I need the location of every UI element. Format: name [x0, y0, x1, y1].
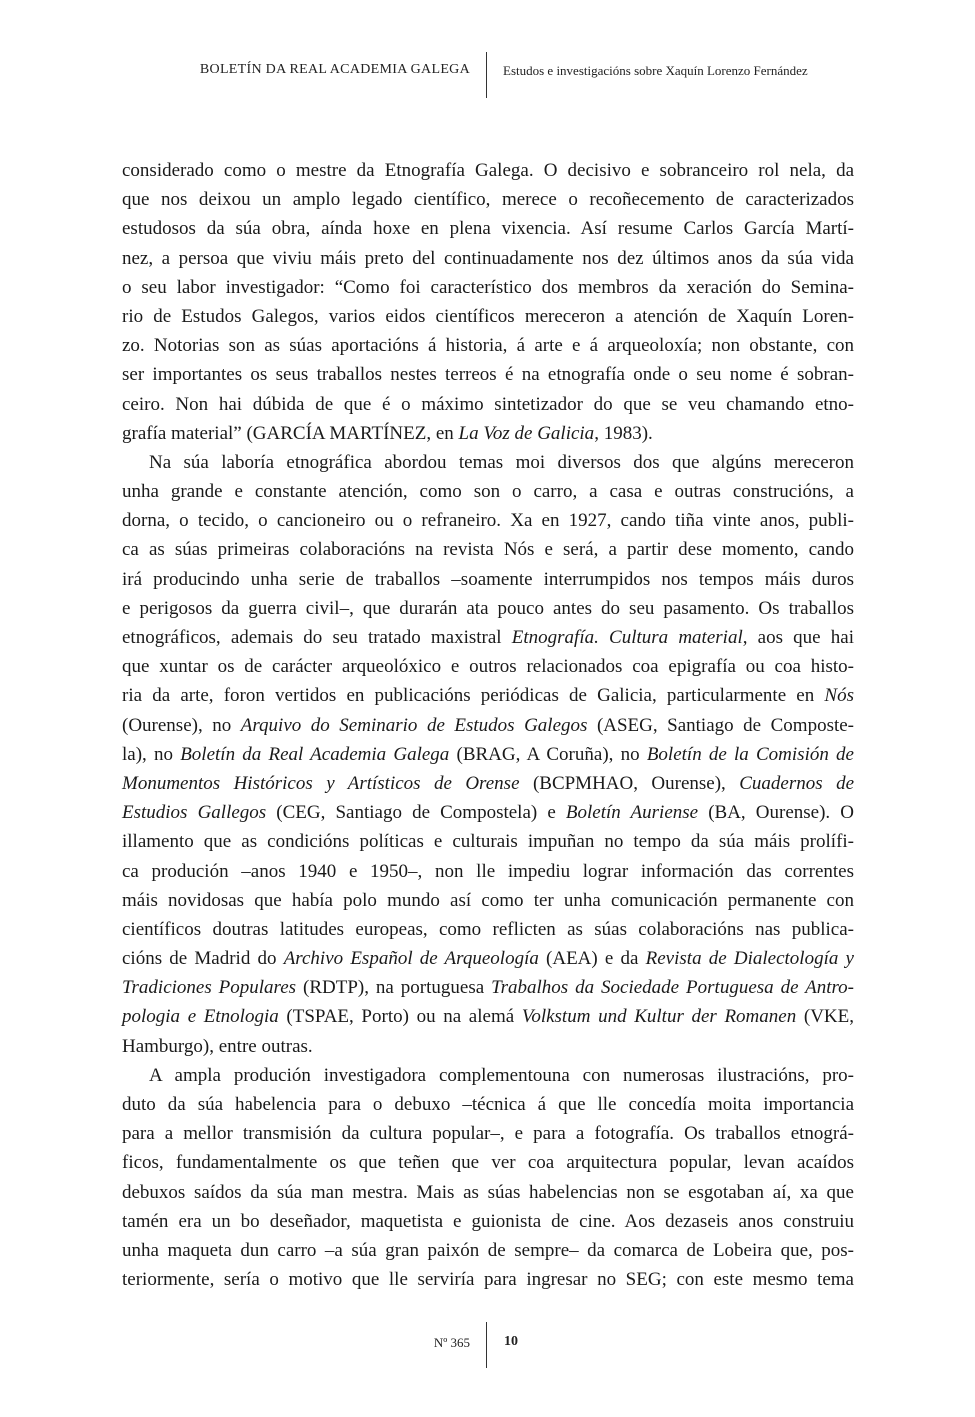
issue-number: Nº 365	[433, 1335, 470, 1350]
text-run: (ASEG, Santiago de Composte-	[587, 714, 855, 736]
text-line: teriormente, sería o motivo que lle serviría para ingresar no SEG; con este mesmo tema	[122, 1269, 854, 1291]
text-run: , 1983).	[594, 422, 653, 444]
paragraph-1	[122, 156, 854, 448]
text-line	[122, 1002, 854, 1031]
paragraph-2	[122, 448, 854, 1061]
text-line	[122, 944, 854, 973]
text-run: (BA, Ourense). O	[698, 802, 854, 824]
publication-title: Archivo Español de Arqueología	[283, 948, 539, 970]
publication-title: Estudios Gallegos	[122, 802, 267, 824]
publication-title: Trabalhos da Sociedade Portuguesa de Antro-	[491, 977, 854, 999]
text-run: cións de Madrid do	[122, 948, 284, 970]
text-line	[122, 419, 854, 448]
text-line: para a mellor transmisión da cultura popular–, e para a fotografía. Os traballos etnográ-	[122, 1123, 854, 1145]
text-line: nez, a persoa que viviu máis preto del continuadamente nos dez últimos anos da súa vida	[122, 247, 854, 269]
text-run: (Ourense), no	[122, 714, 241, 736]
text-line: zo. Notorias son as súas aportacións á historia, á arte e á arqueoloxía; non obstante, con	[122, 335, 854, 357]
text-line: duto da súa habelencia para o debuxo –técnica á que lle concedía moita importancia	[122, 1094, 854, 1115]
publication-title: Arquivo do Seminario de Estudos Galegos	[240, 714, 588, 736]
text-run: (RDTP), na portuguesa	[296, 977, 492, 999]
footer-divider	[486, 1322, 487, 1368]
text-line	[122, 973, 854, 1002]
text-run: (BCPMHAO, Ourense),	[519, 772, 740, 794]
text-line	[122, 623, 854, 652]
text-line: unha grande e constante atención, como son o carro, a casa e outras construcións, a	[122, 481, 854, 503]
publication-title: Boletín Auriense	[565, 802, 699, 824]
text-line: irá producindo unha serie de traballos –soamente interrumpidos nos tempos máis duros	[122, 568, 854, 590]
text-line: considerado como o mestre da Etnografía Galega. O decisivo e sobranceiro rol nela, da	[122, 160, 854, 181]
text-line: illamento que as condicións políticas e culturais impuñan no tempo da súa máis prolífi-	[122, 831, 854, 853]
text-line: ficos, fundamentalmente os que teñen que ver coa arquitectura popular, levan acaídos	[122, 1152, 854, 1174]
publication-title: Cuadernos de	[739, 772, 855, 794]
text-run: (BRAG, A Coruña), no	[449, 743, 647, 765]
text-line: rio de Estudos Galegos, varios eidos científicos mereceron a atención de Xaquín Loren-	[122, 305, 854, 327]
text-run: (CEG, Santiago de Compostela) e	[266, 802, 566, 824]
text-run: grafía material” (GARCÍA MARTÍNEZ, en	[122, 422, 459, 444]
text-line	[122, 740, 854, 769]
header-divider	[486, 52, 487, 98]
text-run: la), no	[122, 743, 181, 765]
text-run: ria da arte, foron vertidos en publicacións periódicas de Galicia, particularmente en	[122, 685, 825, 707]
publication-title: Nós	[824, 685, 854, 707]
text-line: ser importantes os seus traballos nestes terreos é na etnografía onde o seu nome é sobran-	[122, 364, 854, 386]
text-line	[122, 681, 854, 710]
text-line	[122, 711, 854, 740]
text-line: debuxos saídos da súa man mestra. Mais as súas habelencias non se esgotaban aí, xa que	[122, 1181, 854, 1203]
text-line: estudosos da súa obra, aínda hoxe en plena vixencia. Así resume Carlos García Martí-	[122, 218, 854, 240]
text-line: máis novidosas que había polo mundo así como ter unha comunicación permanente con	[122, 889, 854, 911]
publication-title: Boletín de la Comisión de	[646, 743, 854, 765]
paragraph-3	[122, 1061, 854, 1295]
text-line: que nos deixou un amplo legado científico, merece o recoñecemento de caracterizados	[122, 189, 854, 211]
text-line: ceiro. Non hai dúbida de que é o máximo sintetizador do que se veu chamando etno-	[122, 393, 854, 415]
text-run: etnográficos, ademais do seu tratado maxistral	[122, 627, 512, 648]
text-run: (TSPAE, Porto) ou na alemá	[278, 1006, 522, 1028]
text-run: (VKE,	[796, 1006, 854, 1028]
section-title: Estudos e investigacións sobre Xaquín Lorenzo Fernández	[503, 63, 808, 78]
text-line: dorna, o tecido, o cancioneiro ou o refraneiro. Xa en 1927, cando tiña vinte anos, publi-	[122, 510, 854, 532]
publication-title: Monumentos Históricos y Artísticos de Orense	[122, 772, 520, 794]
text-line: o seu labor investigador: “Como foi característico dos membros da xeración do Semina-	[122, 276, 854, 298]
text-run: , aos que hai	[742, 627, 854, 648]
text-run: (AEA) e da	[538, 948, 646, 970]
publication-title: pologia e Etnologia	[122, 1006, 279, 1028]
article-body	[122, 156, 854, 1294]
publication-title: Etnografía. Cultura material	[511, 627, 743, 648]
journal-title: BOLETÍN DA REAL ACADEMIA GALEGA	[199, 62, 470, 77]
text-line	[122, 769, 854, 798]
publication-title: Revista de Dialectología y	[645, 948, 854, 970]
publication-title: La Voz de Galicia	[458, 422, 595, 444]
publication-title: Boletín da Real Academia Galega	[180, 743, 450, 765]
text-line: que xuntar os de carácter arqueolóxico e outros relacionados coa epigrafía ou coa histo-	[122, 656, 854, 678]
text-line: unha maqueta dun carro –a súa gran paixón de sempre– da comarca de Lobeira que, pos-	[122, 1239, 854, 1261]
publication-title: Tradiciones Populares	[122, 977, 297, 999]
text-line: ca produción –anos 1940 e 1950–, non lle impediu lograr información das correntes	[122, 860, 854, 882]
text-line: ca as súas primeiras colaboracións na revista Nós e será, a partir dese momento, cando	[122, 539, 854, 561]
text-line: A ampla produción investigadora complementouna con numerosas ilustracións, pro-	[149, 1064, 854, 1086]
text-line: Hamburgo), entre outras.	[122, 1035, 313, 1057]
text-line: tamén era un bo deseñador, maquetista e guionista de cine. Aos dezaseis anos construiu	[122, 1210, 854, 1232]
text-line: científicos doutras latitudes europeas, como reflicten as súas colaboracións nas publica-	[122, 918, 854, 940]
text-line	[122, 798, 854, 827]
publication-title: Volkstum und Kultur der Romanen	[521, 1006, 797, 1028]
text-line: e perigosos da guerra civil–, que durarán ata pouco antes do seu pasamento. Os traballos	[122, 597, 854, 619]
page-number: 10	[504, 1334, 518, 1349]
text-line: Na súa laboría etnográfica abordou temas moi diversos dos que algúns mereceron	[149, 451, 854, 473]
